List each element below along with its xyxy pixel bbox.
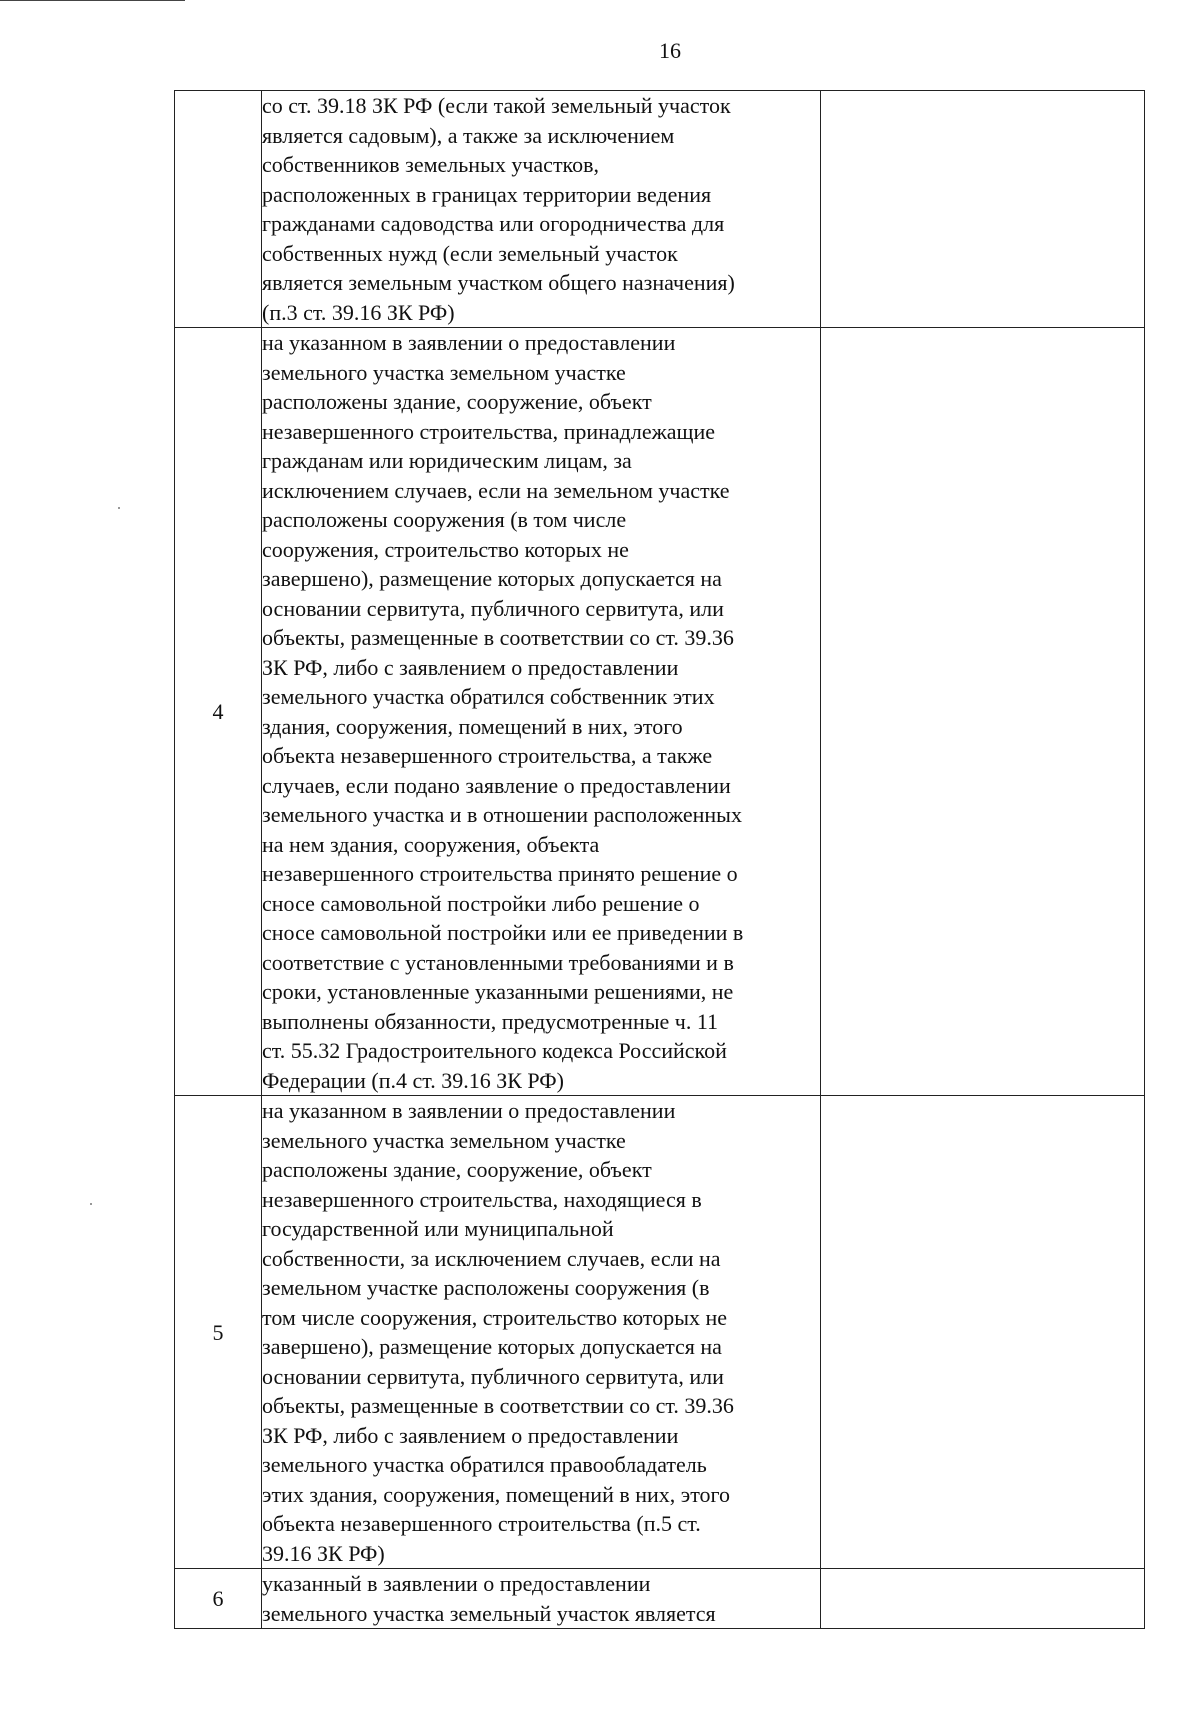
row-extra (821, 91, 1145, 328)
row-number: 4 (175, 328, 262, 1096)
row-text: на указанном в заявлении о предоставлении земельного участка земельном участке расположены здание, сооружение, объект незавершенного строительства, находящиеся в государственной или муниципальной собственности, за исключением случаев, если на земельном участке расположены сооружения (в том числе сооружения, строительство которых не завершено), размещение которых допускается на основании сервитута, публичного сервитута, или объекты, размещенные в соответствии со ст. 39.36 ЗК РФ, либо с заявлением о предоставлении земельного участка обратился правообладатель этих здания, сооружения, помещений в них, этого объекта незавершенного строительства (п.5 ст. 39.16 ЗК РФ) (262, 1096, 821, 1569)
table-row (175, 91, 1145, 328)
row-number: 6 (175, 1569, 262, 1629)
scan-speck (90, 1203, 92, 1205)
row-extra (821, 328, 1145, 1096)
table-row (175, 1096, 1145, 1569)
row-extra (821, 1569, 1145, 1629)
scan-edge-mark (0, 0, 185, 1)
page-number: 16 (659, 38, 681, 63)
row-text: со ст. 39.18 ЗК РФ (если такой земельный участок является садовым), а также за исключением собственников земельных участков, расположенных в границах территории ведения гражданами садоводства или огородничества для собственных нужд (если земельный участок является земельным участком общего назначения) (п.3 ст. 39.16 ЗК РФ) (262, 91, 821, 328)
document-table (174, 90, 1145, 1629)
row-text: на указанном в заявлении о предоставлении земельного участка земельном участке расположены здание, сооружение, объект незавершенного строительства, принадлежащие гражданам или юридическим лицам, за исключением случаев, если на земельном участке расположены сооружения (в том числе сооружения, строительство которых не завершено), размещение которых допускается на основании сервитута, публичного сервитута, или объекты, размещенные в соответствии со ст. 39.36 ЗК РФ, либо с заявлением о предоставлении земельного участка обратился собственник этих здания, сооружения, помещений в них, этого объекта незавершенного строительства, а также случаев, если подано заявление о предоставлении земельного участка и в отношении расположенных на нем здания, сооружения, объекта незавершенного строительства принято решение о сносе самовольной постройки либо решение о сносе самовольной постройки или ее приведении в соответствие с установленными требованиями и в сроки, установленные указанными решениями, не выполнены обязанности, предусмотренные ч. 11 ст. 55.32 Градостроительного кодекса Российской Федерации (п.4 ст. 39.16 ЗК РФ) (262, 328, 821, 1096)
row-number (175, 91, 262, 328)
table-row (175, 1569, 1145, 1629)
scan-speck (118, 507, 120, 509)
row-extra (821, 1096, 1145, 1569)
row-number: 5 (175, 1096, 262, 1569)
table-row (175, 328, 1145, 1096)
row-text: указанный в заявлении о предоставлении земельного участка земельный участок является (262, 1569, 821, 1629)
